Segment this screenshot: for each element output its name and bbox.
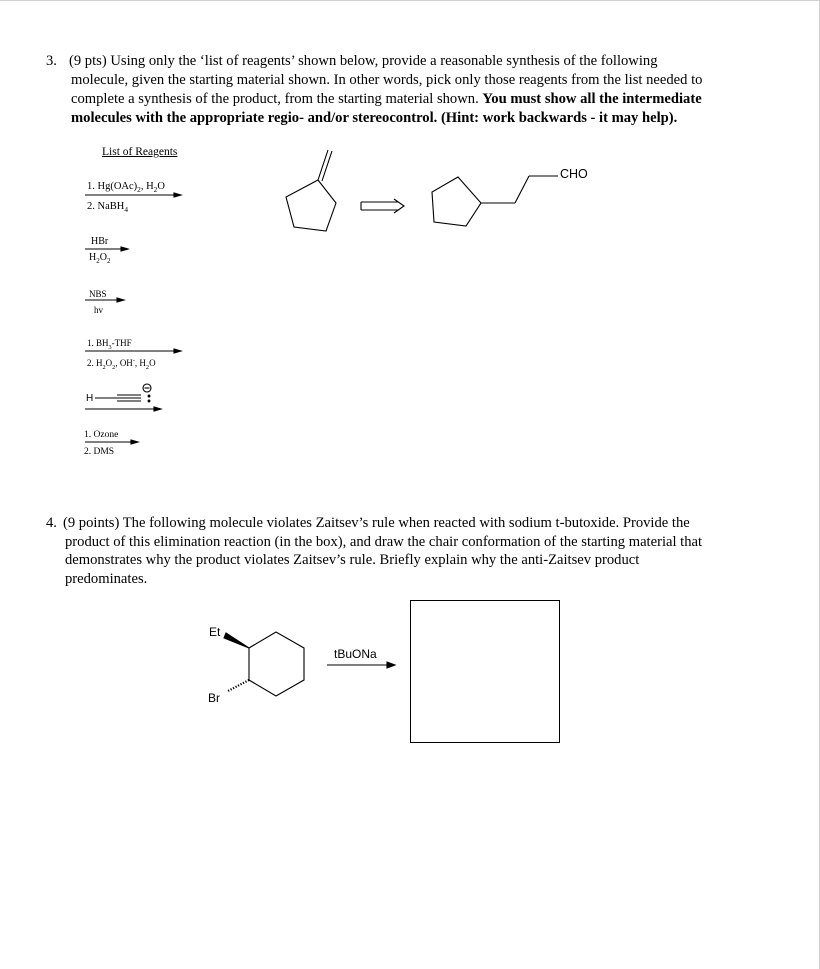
starting-material-methylenecyclopentane bbox=[286, 150, 336, 231]
cho-label: CHO bbox=[560, 167, 588, 181]
reagent-6-top: 1. Ozone bbox=[84, 430, 119, 440]
r2-bottom-sub2: 2 bbox=[106, 257, 111, 265]
open-reaction-arrow bbox=[361, 199, 404, 213]
q4-line-1: (9 points) The following molecule violates Zaitsev’s rule when reacted with sodium t-butoxide. Provide the bbox=[63, 515, 690, 531]
q4-line-3: demonstrates why the product violates Zaitsev’s rule. Briefly explain why the anti-Zaitsev product bbox=[65, 552, 640, 568]
r4-b-sup: - bbox=[132, 357, 135, 364]
r4-b-c: , OH bbox=[115, 358, 133, 368]
r1-top-a: 1. Hg(OAc) bbox=[87, 181, 138, 192]
r2-bottom-b: O bbox=[99, 252, 107, 263]
reagent-6-arrowhead bbox=[131, 440, 138, 444]
r1-top-c: O bbox=[157, 181, 165, 192]
reagent-3-arrowhead bbox=[117, 298, 124, 302]
elimination-arrowhead bbox=[387, 662, 395, 668]
q3-line-4: molecules with the appropriate regio- and/or stereocontrol. (Hint: work backwards - it may help). bbox=[71, 110, 678, 126]
tbuona-label: tBuONa bbox=[334, 647, 377, 661]
r1-top-b: , H bbox=[140, 181, 154, 192]
q3-number: 3. bbox=[46, 53, 57, 69]
reagent-5-arrowhead bbox=[154, 407, 161, 411]
r4-b-sub2: 2 bbox=[112, 363, 116, 371]
r1-bottom-a: 2. NaBH bbox=[87, 201, 125, 212]
reagent-3-top: NBS bbox=[89, 289, 107, 299]
q3-line-2: molecule, given the starting material shown. In other words, pick only those reagents from the list needed to bbox=[71, 72, 703, 88]
bromo-label: Br bbox=[208, 691, 220, 705]
acetylide-drawing bbox=[95, 384, 151, 402]
reagent-4-arrowhead bbox=[174, 349, 181, 353]
q4-number: 4. bbox=[46, 515, 57, 531]
r1-top-sub: 2 bbox=[137, 185, 141, 195]
r2-bottom-a: H bbox=[89, 252, 97, 263]
r4-b-a: 2. H bbox=[87, 358, 103, 368]
ethyl-label: Et bbox=[209, 625, 221, 639]
r4-top-sub: 3 bbox=[108, 343, 112, 351]
q4-line-4: predominates. bbox=[65, 571, 148, 587]
reagent-1-arrowhead bbox=[174, 193, 181, 197]
r4-b-sub3: 2 bbox=[145, 363, 150, 371]
reagent-5-hydrogen: H bbox=[86, 393, 94, 404]
r4-b-sub: 2 bbox=[102, 363, 106, 371]
r4-b-e: O bbox=[149, 358, 156, 368]
r1-top-sub2: 2 bbox=[153, 185, 158, 195]
reagent-3-bottom: hv bbox=[94, 305, 103, 315]
q3-line-1: (9 pts) Using only the ‘list of reagents’ shown below, provide a reasonable synthesis of the following bbox=[69, 53, 658, 69]
q3-line-3-bold: You must show all the intermediate bbox=[482, 91, 702, 107]
product-cyclopentylpropanal bbox=[432, 176, 558, 226]
reagent-2-arrowhead bbox=[121, 247, 128, 251]
substrate-cyclohexane bbox=[224, 632, 304, 696]
q3-line-3-text: complete a synthesis of the product, from the starting material shown. bbox=[71, 91, 479, 107]
reagents-heading: List of Reagents bbox=[102, 146, 178, 158]
q4-line-2: product of this elimination reaction (in the box), and draw the chair conformation of the starting material that bbox=[65, 534, 703, 550]
r4-top-b: -THF bbox=[111, 338, 132, 348]
r4-top-a: 1. BH bbox=[87, 338, 109, 348]
reagent-2-top: HBr bbox=[91, 236, 109, 247]
reagent-6-bottom: 2. DMS bbox=[84, 447, 115, 457]
r2-bottom-sub: 2 bbox=[96, 257, 100, 265]
r4-b-d: , H bbox=[134, 358, 146, 368]
r1-bottom-sub: 4 bbox=[124, 205, 129, 215]
r4-b-b: O bbox=[105, 358, 113, 368]
